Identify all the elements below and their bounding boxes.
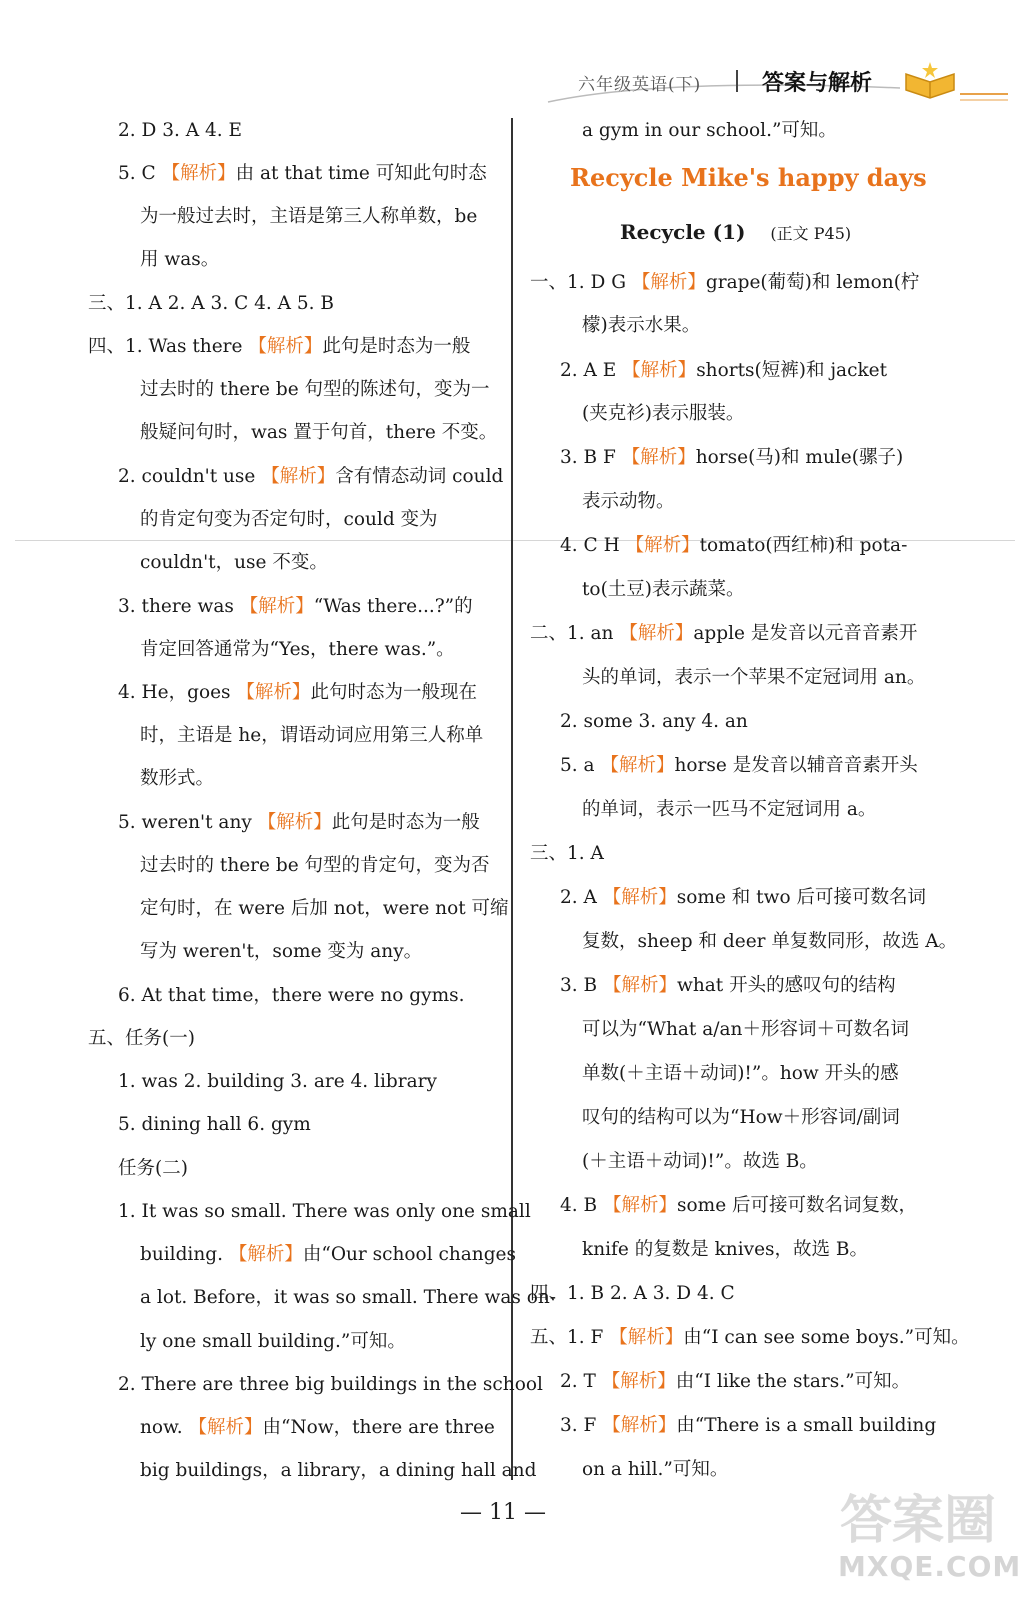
answer-line: 1. was 2. building 3. are 4. library xyxy=(118,1071,437,1092)
analysis-tag: 【解析】 xyxy=(602,1415,677,1436)
analysis-tag: 【解析】 xyxy=(622,360,697,381)
answer-line: big buildings，a library，a dining hall and xyxy=(140,1460,537,1481)
answer-line: (夹克衫)表示服装。 xyxy=(582,403,745,424)
answer-line: now. 【解析】由“Now，there are three xyxy=(140,1417,495,1438)
answer-line: 2. D 3. A 4. E xyxy=(118,120,243,141)
answer-line: 五、1. F 【解析】由“I can see some boys.”可知。 xyxy=(530,1327,970,1348)
analysis-tag: 【解析】 xyxy=(609,1327,684,1348)
answer-line: 过去时的 there be 句型的肯定句，变为否 xyxy=(140,855,490,876)
answer-line: 定句时，在 were 后加 not，were not 可缩 xyxy=(140,898,509,919)
answer-line: 5. dining hall 6. gym xyxy=(118,1114,311,1135)
answer-line: 用 was。 xyxy=(140,249,220,270)
section-heading: 三、1. A 2. A 3. C 4. A 5. B xyxy=(88,293,335,314)
answer-line: 3. B F 【解析】horse(马)和 mule(骡子) xyxy=(560,447,904,468)
answer-line: 一、1. D G 【解析】grape(葡萄)和 lemon(柠 xyxy=(530,272,920,293)
analysis-tag: 【解析】 xyxy=(625,535,700,556)
section-heading: 四、1. B 2. A 3. D 4. C xyxy=(530,1283,735,1304)
analysis-tag: 【解析】 xyxy=(257,812,332,833)
analysis-tag: 【解析】 xyxy=(603,1195,678,1216)
answer-line: 叹句的结构可以为“How＋形容词/副词 xyxy=(582,1107,900,1128)
answer-line: ly one small building.”可知。 xyxy=(140,1331,406,1352)
watermark-logo: 答案圈 xyxy=(840,1491,997,1551)
unit-title: Recycle Mike's happy days xyxy=(570,163,927,192)
answer-line: 3. B 【解析】what 开头的感叹句的结构 xyxy=(560,975,896,996)
analysis-tag: 【解析】 xyxy=(601,1371,676,1392)
analysis-tag: 【解析】 xyxy=(188,1417,263,1438)
answer-line: 表示动物。 xyxy=(582,491,675,512)
answer-line: 复数，sheep 和 deer 单复数同形，故选 A。 xyxy=(582,931,958,952)
analysis-tag: 【解析】 xyxy=(619,623,694,644)
analysis-tag: 【解析】 xyxy=(236,682,311,703)
analysis-tag: 【解析】 xyxy=(161,163,236,184)
answer-line: 2. T 【解析】由“I like the stars.”可知。 xyxy=(560,1371,911,1392)
section-heading: 任务(二) xyxy=(118,1158,188,1179)
answer-line: knife 的复数是 knives，故选 B。 xyxy=(582,1239,869,1260)
watermark xyxy=(830,1478,1022,1588)
analysis-tag: 【解析】 xyxy=(600,755,675,776)
analysis-tag: 【解析】 xyxy=(602,887,677,908)
answer-line: 般疑问句时，was 置于句首，there 不变。 xyxy=(140,422,498,443)
answer-line: 肯定回答通常为“Yes，there was.”。 xyxy=(140,639,455,660)
answer-line: 5. C 【解析】由 at that time 可知此句时态 xyxy=(118,163,487,184)
lesson-title: Recycle (1) (正文 P45) xyxy=(620,220,852,244)
answer-line: a gym in our school.”可知。 xyxy=(582,120,837,141)
answer-line: 4. C H 【解析】tomato(西红柿)和 pota- xyxy=(560,535,908,556)
answer-line: 檬)表示水果。 xyxy=(582,315,701,336)
analysis-tag: 【解析】 xyxy=(228,1244,303,1265)
answer-line: 4. B 【解析】some 后可接可数名词复数， xyxy=(560,1195,918,1216)
page-header xyxy=(540,58,1010,108)
answer-line: couldn't，use 不变。 xyxy=(140,552,328,573)
analysis-tag: 【解析】 xyxy=(248,336,323,357)
analysis-tag: 【解析】 xyxy=(239,596,314,617)
analysis-tag: 【解析】 xyxy=(631,272,706,293)
answer-line: 5. a 【解析】horse 是发音以辅音音素开头 xyxy=(560,755,918,776)
answer-line: 4. He，goes 【解析】此句时态为一般现在 xyxy=(118,682,477,703)
analysis-tag: 【解析】 xyxy=(603,975,678,996)
answer-line: 5. weren't any 【解析】此句是时态为一般 xyxy=(118,812,480,833)
answer-line: 1. It was so small. There was only one small xyxy=(118,1201,531,1222)
answer-line: 2. A 【解析】some 和 two 后可接可数名词 xyxy=(560,887,926,908)
course-name: 六年级英语(下) xyxy=(578,75,702,95)
answer-line: 为一般过去时，主语是第三人称单数，be xyxy=(140,206,478,227)
header-separator xyxy=(736,70,738,92)
book-icon xyxy=(900,60,960,104)
answer-line: (＋主语＋动词)!”。故选 B。 xyxy=(582,1151,818,1172)
answer-line: a lot. Before，it was so small. There was on- xyxy=(140,1287,557,1308)
analysis-tag: 【解析】 xyxy=(261,466,336,487)
answer-line: 时，主语是 he，谓语动词应用第三人称单 xyxy=(140,725,484,746)
watermark-site: MXQE.COM xyxy=(838,1550,1022,1583)
answer-line: 2. couldn't use 【解析】含有情态动词 could xyxy=(118,466,504,487)
answer-line: 的肯定句变为否定句时，could 变为 xyxy=(140,509,438,530)
answer-line: 3. there was 【解析】“Was there...?”的 xyxy=(118,596,473,617)
answer-line: 过去时的 there be 句型的陈述句，变为一 xyxy=(140,379,490,400)
answer-line: 可以为“What a/an＋形容词＋可数名词 xyxy=(582,1019,909,1040)
answer-line: 2. some 3. any 4. an xyxy=(560,711,748,732)
answer-line: 单数(＋主语＋动词)!”。how 开头的感 xyxy=(582,1063,899,1084)
answer-line: 头的单词，表示一个苹果不定冠词用 an。 xyxy=(582,667,926,688)
answer-line: 2. A E 【解析】shorts(短裤)和 jacket xyxy=(560,360,888,381)
answer-line: 3. F 【解析】由“There is a small building xyxy=(560,1415,937,1436)
page-reference: (正文 P45) xyxy=(770,224,852,243)
answer-line: 2. There are three big buildings in the school xyxy=(118,1374,543,1395)
answer-line: on a hill.”可知。 xyxy=(582,1459,729,1480)
answer-line: to(土豆)表示蔬菜。 xyxy=(582,579,745,600)
section-heading: 五、任务(一) xyxy=(88,1028,195,1049)
analysis-tag: 【解析】 xyxy=(621,447,696,468)
page-number: — 11 — xyxy=(460,1500,546,1525)
answer-line: 写为 weren't，some 变为 any。 xyxy=(140,941,423,962)
answer-line: 四、1. Was there 【解析】此句是时态为一般 xyxy=(88,336,471,357)
answer-line: 二、1. an 【解析】apple 是发音以元音音素开 xyxy=(530,623,918,644)
section-heading: 三、1. A xyxy=(530,843,604,864)
column-divider xyxy=(511,118,513,1480)
answer-line: 6. At that time，there were no gyms. xyxy=(118,985,465,1006)
page-title: 答案与解析 xyxy=(762,71,873,96)
answer-line: 数形式。 xyxy=(140,768,215,789)
answer-line: 的单词，表示一匹马不定冠词用 a。 xyxy=(582,799,877,820)
answer-line: building. 【解析】由“Our school changes xyxy=(140,1244,517,1265)
